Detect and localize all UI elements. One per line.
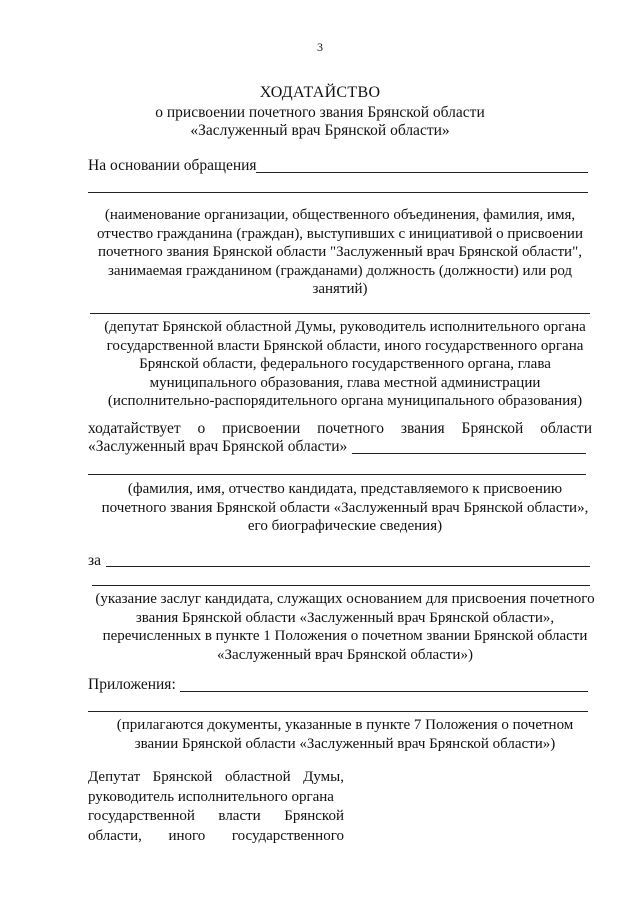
caption-petitioner-line: Брянской области, федерального государственного органа, глава [139, 356, 551, 372]
caption-initiator-line: отчество гражданина (граждан), выступивших с инициативой о присвоении [97, 225, 583, 242]
caption-initiator [80, 206, 600, 299]
caption-merits-line: «Заслуженный врач Брянской области») [217, 646, 473, 663]
caption-candidate-line: его биографические сведения) [247, 518, 443, 534]
caption-merits-line: (указание заслуг кандидата, служащих основанием для присвоения почетного [95, 591, 595, 607]
caption-initiator-line: занятий) [312, 281, 368, 297]
caption-attachments-line: (прилагаются документы, указанные в пункте 7 Положения о почетном [116, 717, 574, 733]
caption-merits [80, 590, 610, 664]
merits-label: за [88, 552, 102, 569]
document-title: ХОДАТАЙСТВО [259, 84, 381, 101]
caption-petitioner-line: муниципального образования, глава местной администрации [149, 374, 541, 391]
basis-label: На основании обращения [88, 157, 257, 174]
caption-initiator-line: (наименование организации, общественного объединения, фамилия, имя, [104, 207, 576, 223]
signature-block [88, 768, 344, 846]
signature-line: Депутат Брянской областной Думы, [88, 769, 344, 785]
caption-attachments-line: звании Брянской области «Заслуженный врач Брянской области») [134, 735, 556, 752]
petition-text-line-1: ходатайствует о присвоении почетного звания Брянской области [88, 420, 592, 437]
document-subtitle-line-1: о присвоении почетного звания Брянской области [155, 104, 485, 121]
caption-petitioner-line: (депутат Брянской областной Думы, руководитель исполнительного органа [104, 319, 586, 335]
merits-fill-line-2[interactable] [92, 585, 590, 586]
caption-petitioner [80, 318, 610, 411]
signature-line: государственной власти Брянской [88, 808, 344, 824]
attachments-fill-line[interactable] [180, 691, 588, 692]
caption-attachments [80, 716, 610, 753]
document-subtitle-line-2: «Заслуженный врач Брянской области» [190, 122, 450, 139]
basis-fill-line-2[interactable] [88, 192, 588, 193]
caption-merits-line: перечисленных в пункте 1 Положения о почетном звании Брянской области [102, 628, 588, 644]
petition-text-line-2: «Заслуженный врач Брянской области» [88, 438, 348, 455]
caption-petitioner-line: (исполнительно-распорядительного органа муниципального образования) [107, 393, 583, 409]
caption-initiator-line: почетного звания Брянской области "Заслуженный врач Брянской области", [98, 244, 582, 260]
attachments-label: Приложения: [88, 676, 176, 693]
caption-candidate-line: (фамилия, имя, отчество кандидата, представляемого к присвоению [127, 481, 563, 497]
candidate-fill-line-2[interactable] [88, 474, 586, 475]
caption-candidate-line: почетного звания Брянской области «Заслуженный врач Брянской области», [101, 499, 589, 516]
signature-line: области, иного государственного [88, 827, 344, 844]
caption-candidate [80, 480, 610, 536]
attachments-fill-line-2[interactable] [88, 711, 588, 712]
petitioner-fill-line[interactable] [90, 313, 590, 314]
candidate-fill-line[interactable] [352, 453, 586, 454]
signature-line: руководитель исполнительного органа [88, 788, 334, 805]
caption-petitioner-line: государственной власти Брянской области, иного государственного органа [106, 337, 584, 354]
caption-merits-line: звания Брянской области «Заслуженный врач Брянской области», [135, 609, 555, 626]
page-number: 3 [317, 40, 323, 54]
merits-fill-line[interactable] [106, 566, 590, 567]
caption-initiator-line: занимаемая гражданином (гражданами) должность (должности) или род [107, 262, 573, 279]
basis-fill-line[interactable] [256, 172, 588, 173]
